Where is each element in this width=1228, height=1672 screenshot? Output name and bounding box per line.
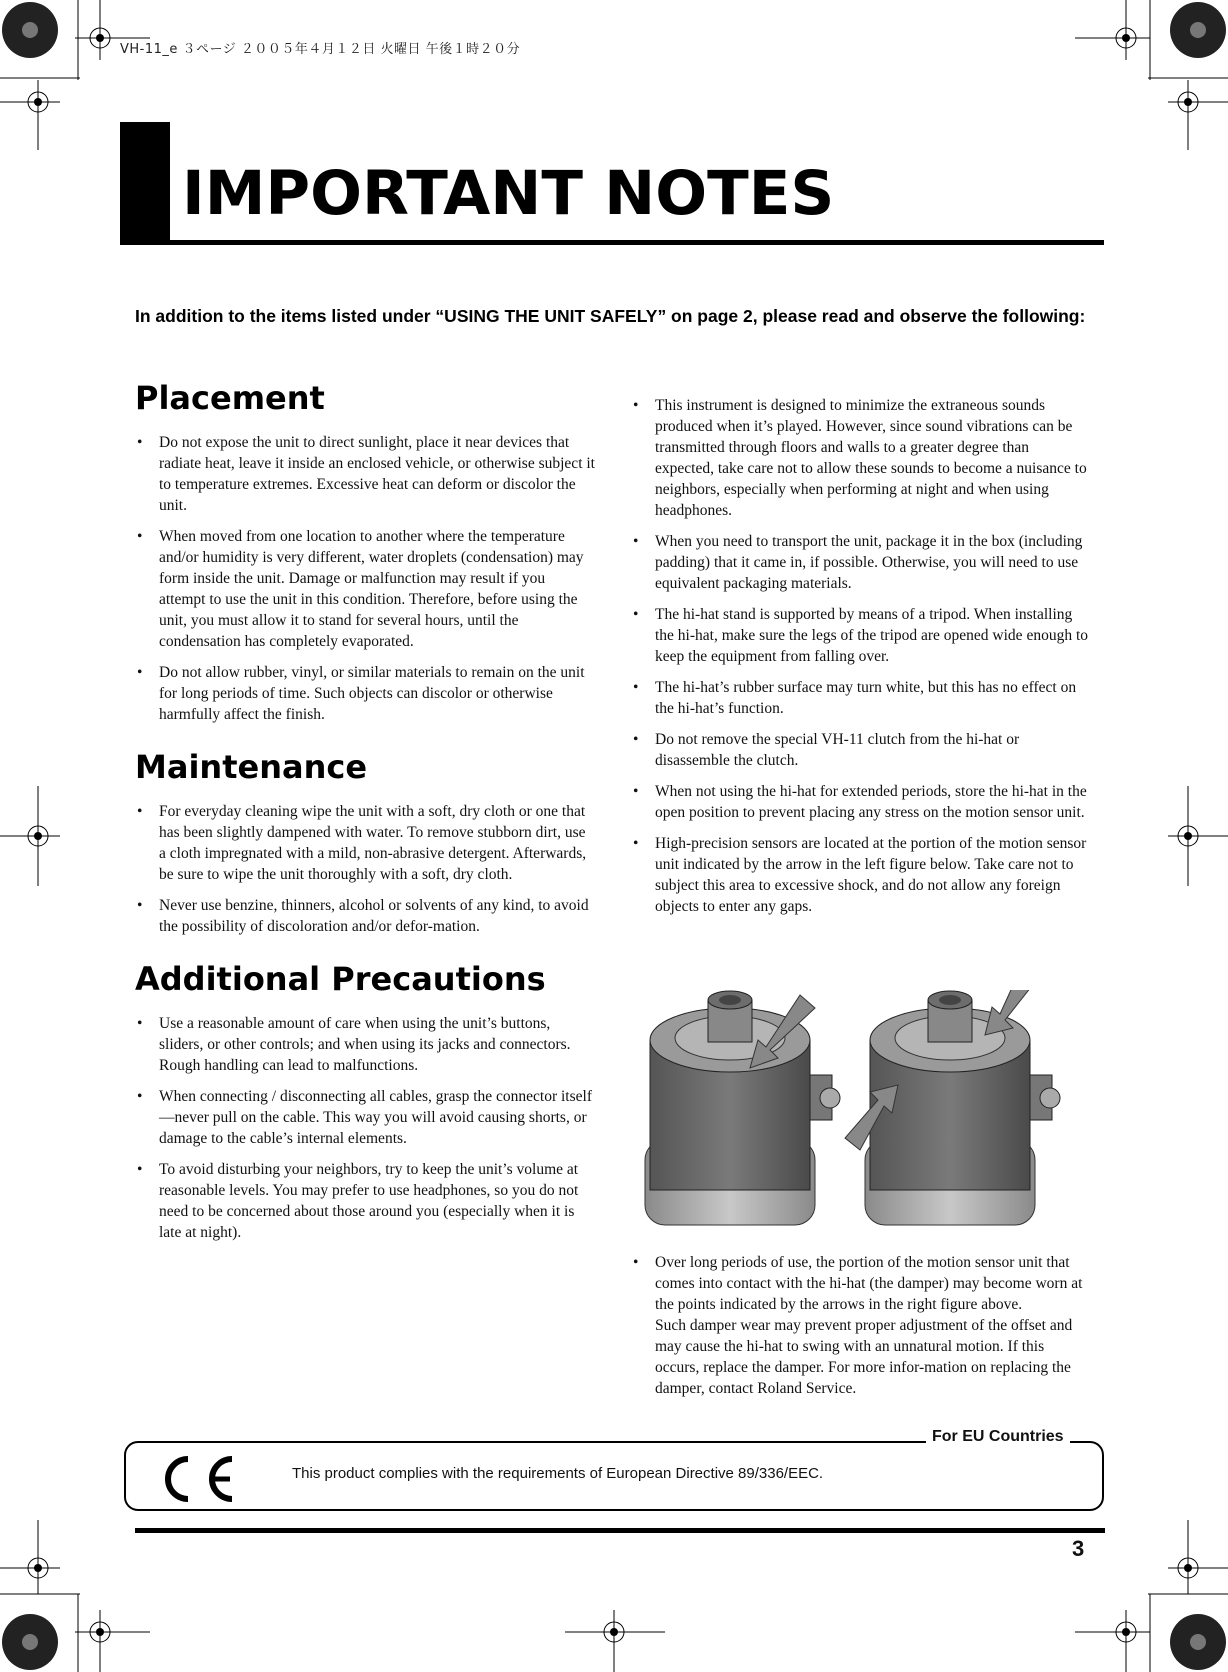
page-title: IMPORTANT NOTES (182, 158, 835, 229)
list-item: • The hi-hat stand is supported by means of a tripod. When installing the hi-hat, make sure the legs of the tripod are opened wide enough to keep the equipment from falling over. (631, 604, 1091, 667)
list-item: • When not using the hi-hat for extended periods, store the hi-hat in the open position to prevent placing any stress on the motion sensor unit. (631, 781, 1091, 823)
section-placement (135, 378, 595, 725)
section-heading: Placement (135, 379, 325, 417)
right-column (631, 395, 1091, 927)
motion-sensor-figure (640, 990, 1090, 1235)
list-item: • When connecting / disconnecting all cables, grasp the connector itself—never pull on the cable. This way you will avoid causing shorts, or damage to the cable’s internal elements. (135, 1086, 595, 1149)
ce-mark-icon (150, 1455, 236, 1503)
left-column (135, 378, 595, 1265)
print-header: VH-11_e ３ページ ２００５年４月１２日 火曜日 午後１時２０分 (120, 42, 521, 57)
eu-tag: For EU Countries (926, 1428, 1070, 1446)
list-item: • Never use benzine, thinners, alcohol or solvents of any kind, to avoid the possibility of discoloration and/or defor-mation. (135, 895, 595, 937)
section-additional-precautions (135, 959, 595, 1243)
after-figure-note (631, 1252, 1091, 1409)
sensor-right (845, 990, 1060, 1225)
list-item: • The hi-hat’s rubber surface may turn white, but this has no effect on the hi-hat’s function. (631, 677, 1091, 719)
list-item: • Do not expose the unit to direct sunlight, place it near devices that radiate heat, leave it inside an enclosed vehicle, or otherwise subject it to temperature extremes. Excessive heat can deform or discolor the unit. (135, 432, 595, 516)
list-item: • This instrument is designed to minimize the extraneous sounds produced when it’s played. However, since sound vibrations can be transmitted through floors and walls to a greater degree than expected, take care not to allow these sounds to become a nuisance to neighbors, especially when performing at night and when using headphones. (631, 395, 1091, 521)
intro-text: In addition to the items listed under “USING THE UNIT SAFELY” on page 2, please read and observe the following: (135, 306, 1086, 326)
title-rule (120, 240, 1104, 245)
list-item: • To avoid disturbing your neighbors, try to keep the unit’s volume at reasonable levels. You may prefer to use headphones, so you do not need to be concerned about those around you (especially when it is late at night). (135, 1159, 595, 1243)
title-block (120, 122, 170, 244)
list-item: • When you need to transport the unit, package it in the box (including padding) that it came in, if possible. Otherwise, you will need to use equivalent packaging materials. (631, 531, 1091, 594)
list-item: • Use a reasonable amount of care when using the unit’s buttons, sliders, or other controls; and when using its jacks and connectors. Rough handling can lead to malfunctions. (135, 1013, 595, 1076)
section-maintenance (135, 747, 595, 937)
section-heading: Maintenance (135, 748, 368, 786)
list-item (631, 1252, 1091, 1399)
eu-compliance-text: This product complies with the requirements of European Directive 89/336/EEC. (292, 1465, 824, 1482)
list-item: • Do not remove the special VH-11 clutch from the hi-hat or disassemble the clutch. (631, 729, 1091, 771)
list-item: • Do not allow rubber, vinyl, or similar materials to remain on the unit for long periods of time. Such objects can discolor or otherwise harmfully affect the finish. (135, 662, 595, 725)
list-item: • For everyday cleaning wipe the unit with a soft, dry cloth or one that has been slightly dampened with water. To remove stubborn dirt, use a cloth impregnated with a mild, non-abrasive detergent. Afterwards, be sure to wipe the unit thoroughly with a soft, dry cloth. (135, 801, 595, 885)
note-text-1: Over long periods of use, the portion of the motion sensor unit that comes into contact with the hi-hat (the damper) may become worn at the points indicated by the arrows in the right figure above. (655, 1254, 1083, 1313)
note-text-2: Such damper wear may prevent proper adjustment of the offset and may cause the hi-hat to swing with an unnatural motion. If this occurs, replace the damper. For more infor-mation on replacing the damper, contact Roland Service. (655, 1317, 1073, 1397)
list-item: • When moved from one location to another where the temperature and/or humidity is very different, water droplets (condensation) may form inside the unit. Damage or malfunction may result if you attempt to use the unit in this condition. Therefore, before using the unit, you must allow it to stand for several hours, until the condensation has completely evaporated. (135, 526, 595, 652)
list-item: • High-precision sensors are located at the portion of the motion sensor unit indicated by the arrow in the left figure below. Take care not to subject this area to excessive shock, and do not allow any foreign objects to enter any gaps. (631, 833, 1091, 917)
footer-rule (135, 1528, 1105, 1533)
section-heading: Additional Precautions (135, 960, 546, 998)
page-number: 3 (1072, 1536, 1085, 1561)
sensor-left (645, 991, 840, 1225)
